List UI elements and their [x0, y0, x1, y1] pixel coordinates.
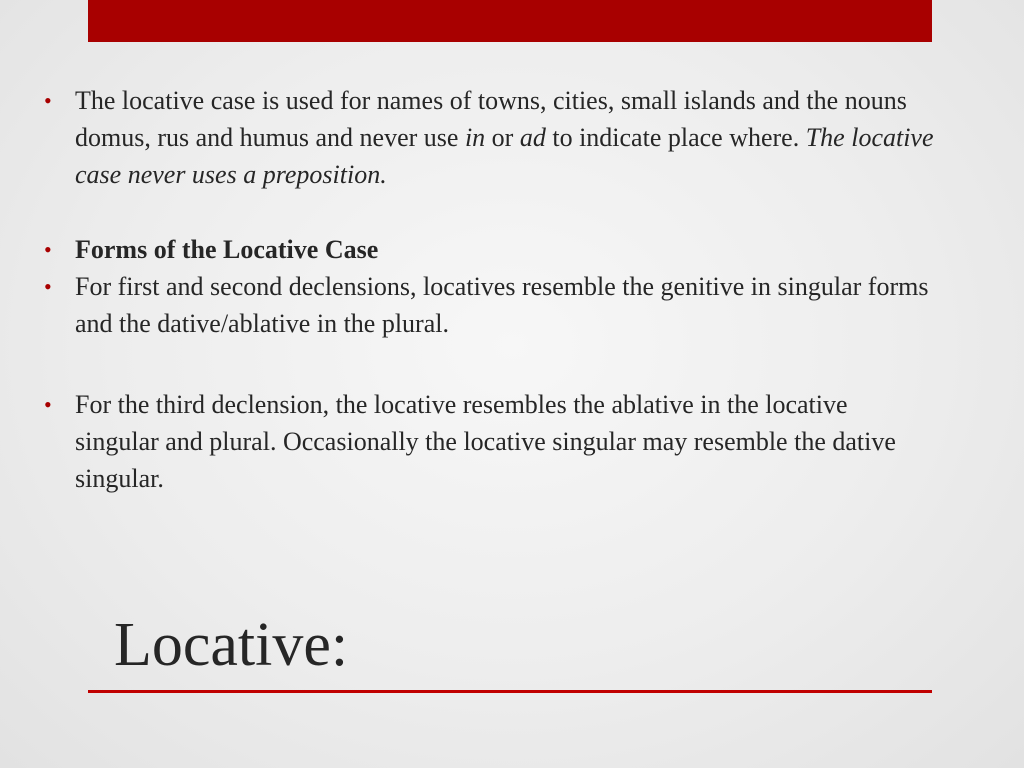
bullet-text: For the third declension, the locative resembles the ablative in the locative singular and plural. Occasionally the locative singular may resemble the dative singular. [75, 390, 896, 493]
bullet-marker: • [44, 88, 52, 113]
bullet-marker: • [44, 392, 52, 417]
top-accent-bar [88, 0, 932, 42]
bullet-text: The locative case is used for names of towns, cities, small islands and the nouns domus, rus and humus and never use in or ad to indicate place where. The locative case never uses a preposition. [75, 86, 934, 189]
slide-title: Locative: [114, 611, 349, 679]
bullet-item-third-declension [44, 386, 934, 497]
bullet-item-forms-heading [44, 231, 934, 268]
bullet-marker: • [44, 237, 52, 262]
bullet-item-locative-usage [44, 82, 934, 193]
bullet-text: For first and second declensions, locatives resemble the genitive in singular forms and the dative/ablative in the plural. [75, 272, 929, 338]
bullet-marker: • [44, 274, 52, 299]
bullet-text: Forms of the Locative Case [75, 235, 379, 264]
title-underline [88, 690, 932, 693]
bullet-item-first-second-declension [44, 268, 934, 342]
bullet-list [44, 82, 934, 497]
